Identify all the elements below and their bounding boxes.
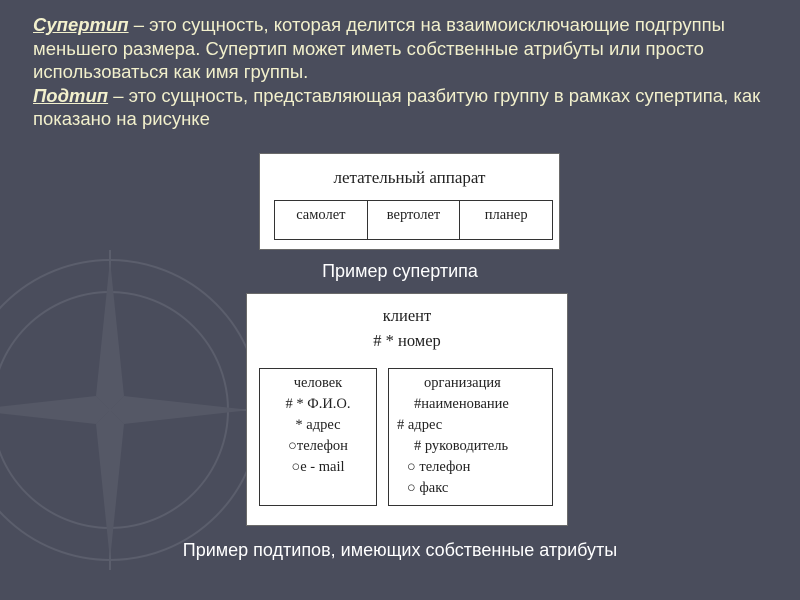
attribute: ○e - mail [291, 459, 345, 475]
attribute: # адрес [397, 417, 443, 433]
attribute: # руководитель [414, 438, 509, 454]
supertype-diagram [259, 153, 560, 250]
subtype-term: Подтип [33, 84, 109, 106]
supertype-term: Супертип [33, 14, 129, 35]
subtype-cell: вертолет [367, 201, 461, 239]
supertype-definition: – это сущность, которая делится на взаимоисключающие подгруппы меньшего размера. Супертип может иметь собственные атрибуты или просто использоваться как имя группы. [33, 14, 725, 82]
subtype-diagram [246, 293, 568, 526]
supertype-title: летательный аппарат [333, 168, 486, 187]
subtype-organization-title: организация [424, 375, 501, 391]
subtype-caption: Пример подтипов, имеющих собственные атрибуты [182, 540, 618, 560]
attribute: # * Ф.И.О. [285, 396, 351, 412]
attribute: ○ факс [407, 480, 449, 496]
supertype-caption: Пример супертипа [322, 261, 478, 281]
entity-name: клиент [382, 306, 432, 325]
attribute: * адрес [295, 417, 341, 433]
attribute: #наименование [414, 396, 509, 412]
entity-key-attribute: # * номер [373, 331, 441, 350]
subtype-definition: – это сущность, представляющая разбитую группу в рамках супертипа, как показано на рисунке [33, 84, 761, 129]
attribute: ○ телефон [407, 459, 471, 475]
subtype-organization-box [388, 368, 553, 506]
subtype-row [274, 200, 553, 240]
subtype-cell: планер [484, 207, 528, 223]
subtype-person-title: человек [293, 375, 343, 391]
subtype-person-box [259, 368, 377, 506]
attribute: ○телефон [288, 438, 348, 454]
subtype-cell: самолет [296, 207, 346, 223]
definitions-text [33, 13, 773, 131]
